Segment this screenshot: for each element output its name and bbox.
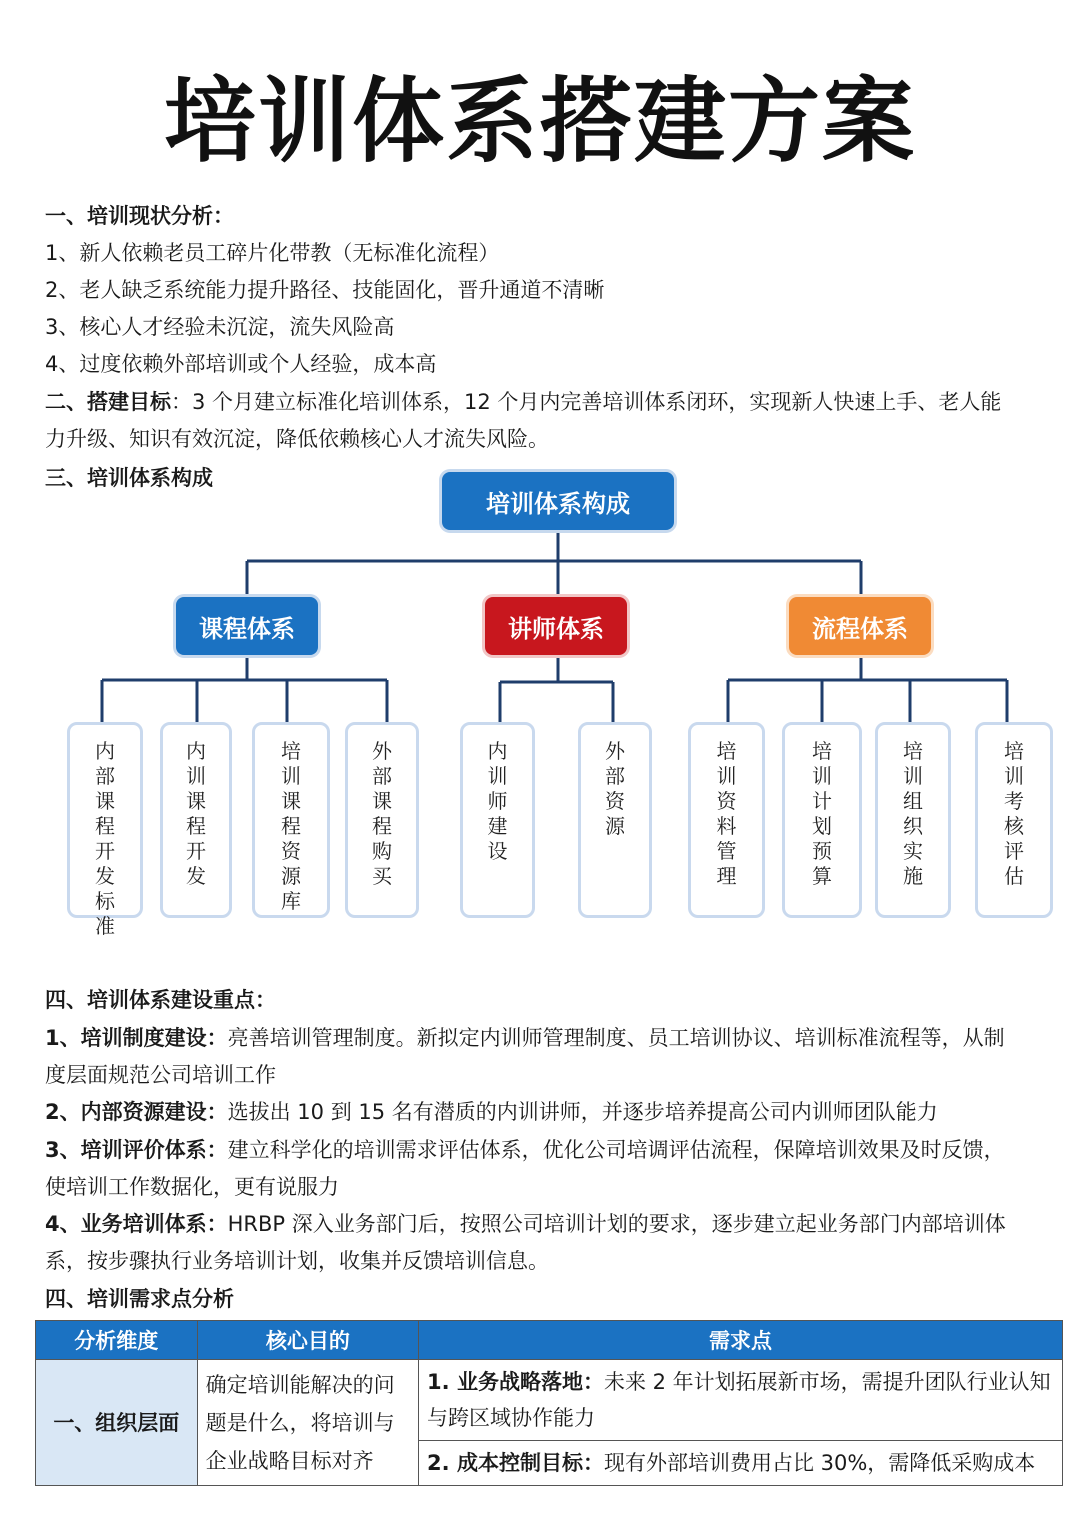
section3-heading: 三、培训体系构成 xyxy=(45,466,213,490)
section4-item-text: 建立科学化的培训需求评估体系，优化公司培调评估流程，保障培训效果及时反馈， xyxy=(227,1138,1005,1162)
branch-lecturer-system: 讲师体系 xyxy=(485,597,627,655)
section1-heading: 一、培训现状分析： xyxy=(45,204,234,228)
leaf-label: 外部课程购买 xyxy=(372,739,392,888)
table-header-cell: 核心目的 xyxy=(197,1321,418,1360)
table-header-cell: 需求点 xyxy=(419,1321,1063,1360)
section4-item-label: 2、内部资源建设： xyxy=(45,1100,228,1124)
section4-item-cont: 系，按步骤执行业务培训计划，收集并反馈培训信息。 xyxy=(45,1249,549,1273)
leaf-node xyxy=(782,722,862,918)
section4-item-text: 亮善培训管理制度。新拟定内训师管理制度、员工培训协议、培训标准流程等，从制 xyxy=(227,1026,1005,1050)
section4-item-label: 3、培训评价体系： xyxy=(45,1138,228,1162)
leaf-label: 外部资源 xyxy=(605,739,625,838)
section4-item-text: HRBP 深入业务部门后，按照公司培训计划的要求，逐步建立起业务部门内部培训体 xyxy=(227,1212,1006,1236)
leaf-label: 内训课程开发 xyxy=(186,739,206,888)
dimension-cell: 一、组织层面 xyxy=(36,1360,198,1486)
section1-item: 3、核心人才经验未沉淀，流失风险高 xyxy=(45,315,395,339)
org-root-node: 培训体系构成 xyxy=(442,472,674,530)
leaf-label: 内训师建设 xyxy=(487,739,508,863)
section4-item xyxy=(45,1094,1045,1131)
leaf-node xyxy=(578,722,652,918)
need-label: 2. 成本控制目标： xyxy=(427,1451,604,1475)
section2-heading: 二、搭建目标 xyxy=(45,390,171,414)
need-cell xyxy=(419,1360,1063,1441)
table-header-row xyxy=(36,1321,1063,1360)
page-title: 培训体系搭建方案 xyxy=(163,68,916,175)
leaf-node xyxy=(345,722,419,918)
section4-item xyxy=(45,1020,1045,1057)
table-header-cell: 分析维度 xyxy=(36,1321,198,1360)
section4-item-label: 1、培训制度建设： xyxy=(45,1026,228,1050)
table-row xyxy=(36,1360,1063,1441)
need-text: 未来 2 年计划拓展新市场，需提升团队行业认知与跨区域协作能力 xyxy=(427,1370,1051,1430)
leaf-node xyxy=(688,722,765,918)
leaf-label: 培训课程资源库 xyxy=(281,739,301,913)
branch-process-system: 流程体系 xyxy=(789,597,931,655)
section4-item-cont: 度层面规范公司培训工作 xyxy=(45,1063,276,1087)
section2-text-cont: 力升级、知识有效沉淀，降低依赖核心人才流失风险。 xyxy=(45,427,549,451)
leaf-label: 培训组织实施 xyxy=(903,739,923,888)
purpose-cell: 确定培训能解决的问题是什么，将培训与企业战略目标对齐 xyxy=(197,1360,418,1486)
section4-item-text: 选拔出 10 到 15 名有潜质的内训讲师，并逐步培养提高公司内训师团队能力 xyxy=(227,1100,938,1124)
section4-item-cont: 使培训工作数据化，更有说服力 xyxy=(45,1175,339,1199)
leaf-label: 培训考核评估 xyxy=(1004,739,1024,888)
branch-course-system: 课程体系 xyxy=(176,597,318,655)
leaf-label: 内部课程开发标准 xyxy=(95,739,115,938)
leaf-label: 培训计划预算 xyxy=(812,739,832,888)
section4-heading: 四、培训体系建设重点： xyxy=(45,988,276,1012)
leaf-node xyxy=(875,722,951,918)
section4-item-label: 4、业务培训体系： xyxy=(45,1212,228,1236)
needs-analysis-table xyxy=(35,1320,1063,1486)
section4-item xyxy=(45,1132,1045,1169)
leaf-node xyxy=(252,722,330,918)
section1-item: 1、新人依赖老员工碎片化带教（无标准化流程） xyxy=(45,241,500,265)
leaf-label: 培训资料管理 xyxy=(716,739,737,888)
need-cell xyxy=(419,1441,1063,1486)
need-text: 现有外部培训费用占比 30%，需降低采购成本 xyxy=(603,1451,1036,1475)
section5-heading: 四、培训需求点分析 xyxy=(45,1287,234,1311)
section2-text: ：3 个月建立标准化培训体系，12 个月内完善培训体系闭环，实现新人快速上手、老人能 xyxy=(171,390,1002,414)
section1-item: 2、老人缺乏系统能力提升路径、技能固化，晋升通道不清晰 xyxy=(45,278,605,302)
leaf-node xyxy=(160,722,232,918)
leaf-node xyxy=(975,722,1053,918)
section4-item xyxy=(45,1206,1045,1243)
section1-item: 4、过度依赖外部培训或个人经验，成本高 xyxy=(45,352,437,376)
need-label: 1. 业务战略落地： xyxy=(427,1370,604,1394)
leaf-node xyxy=(67,722,143,938)
leaf-node xyxy=(460,722,535,918)
